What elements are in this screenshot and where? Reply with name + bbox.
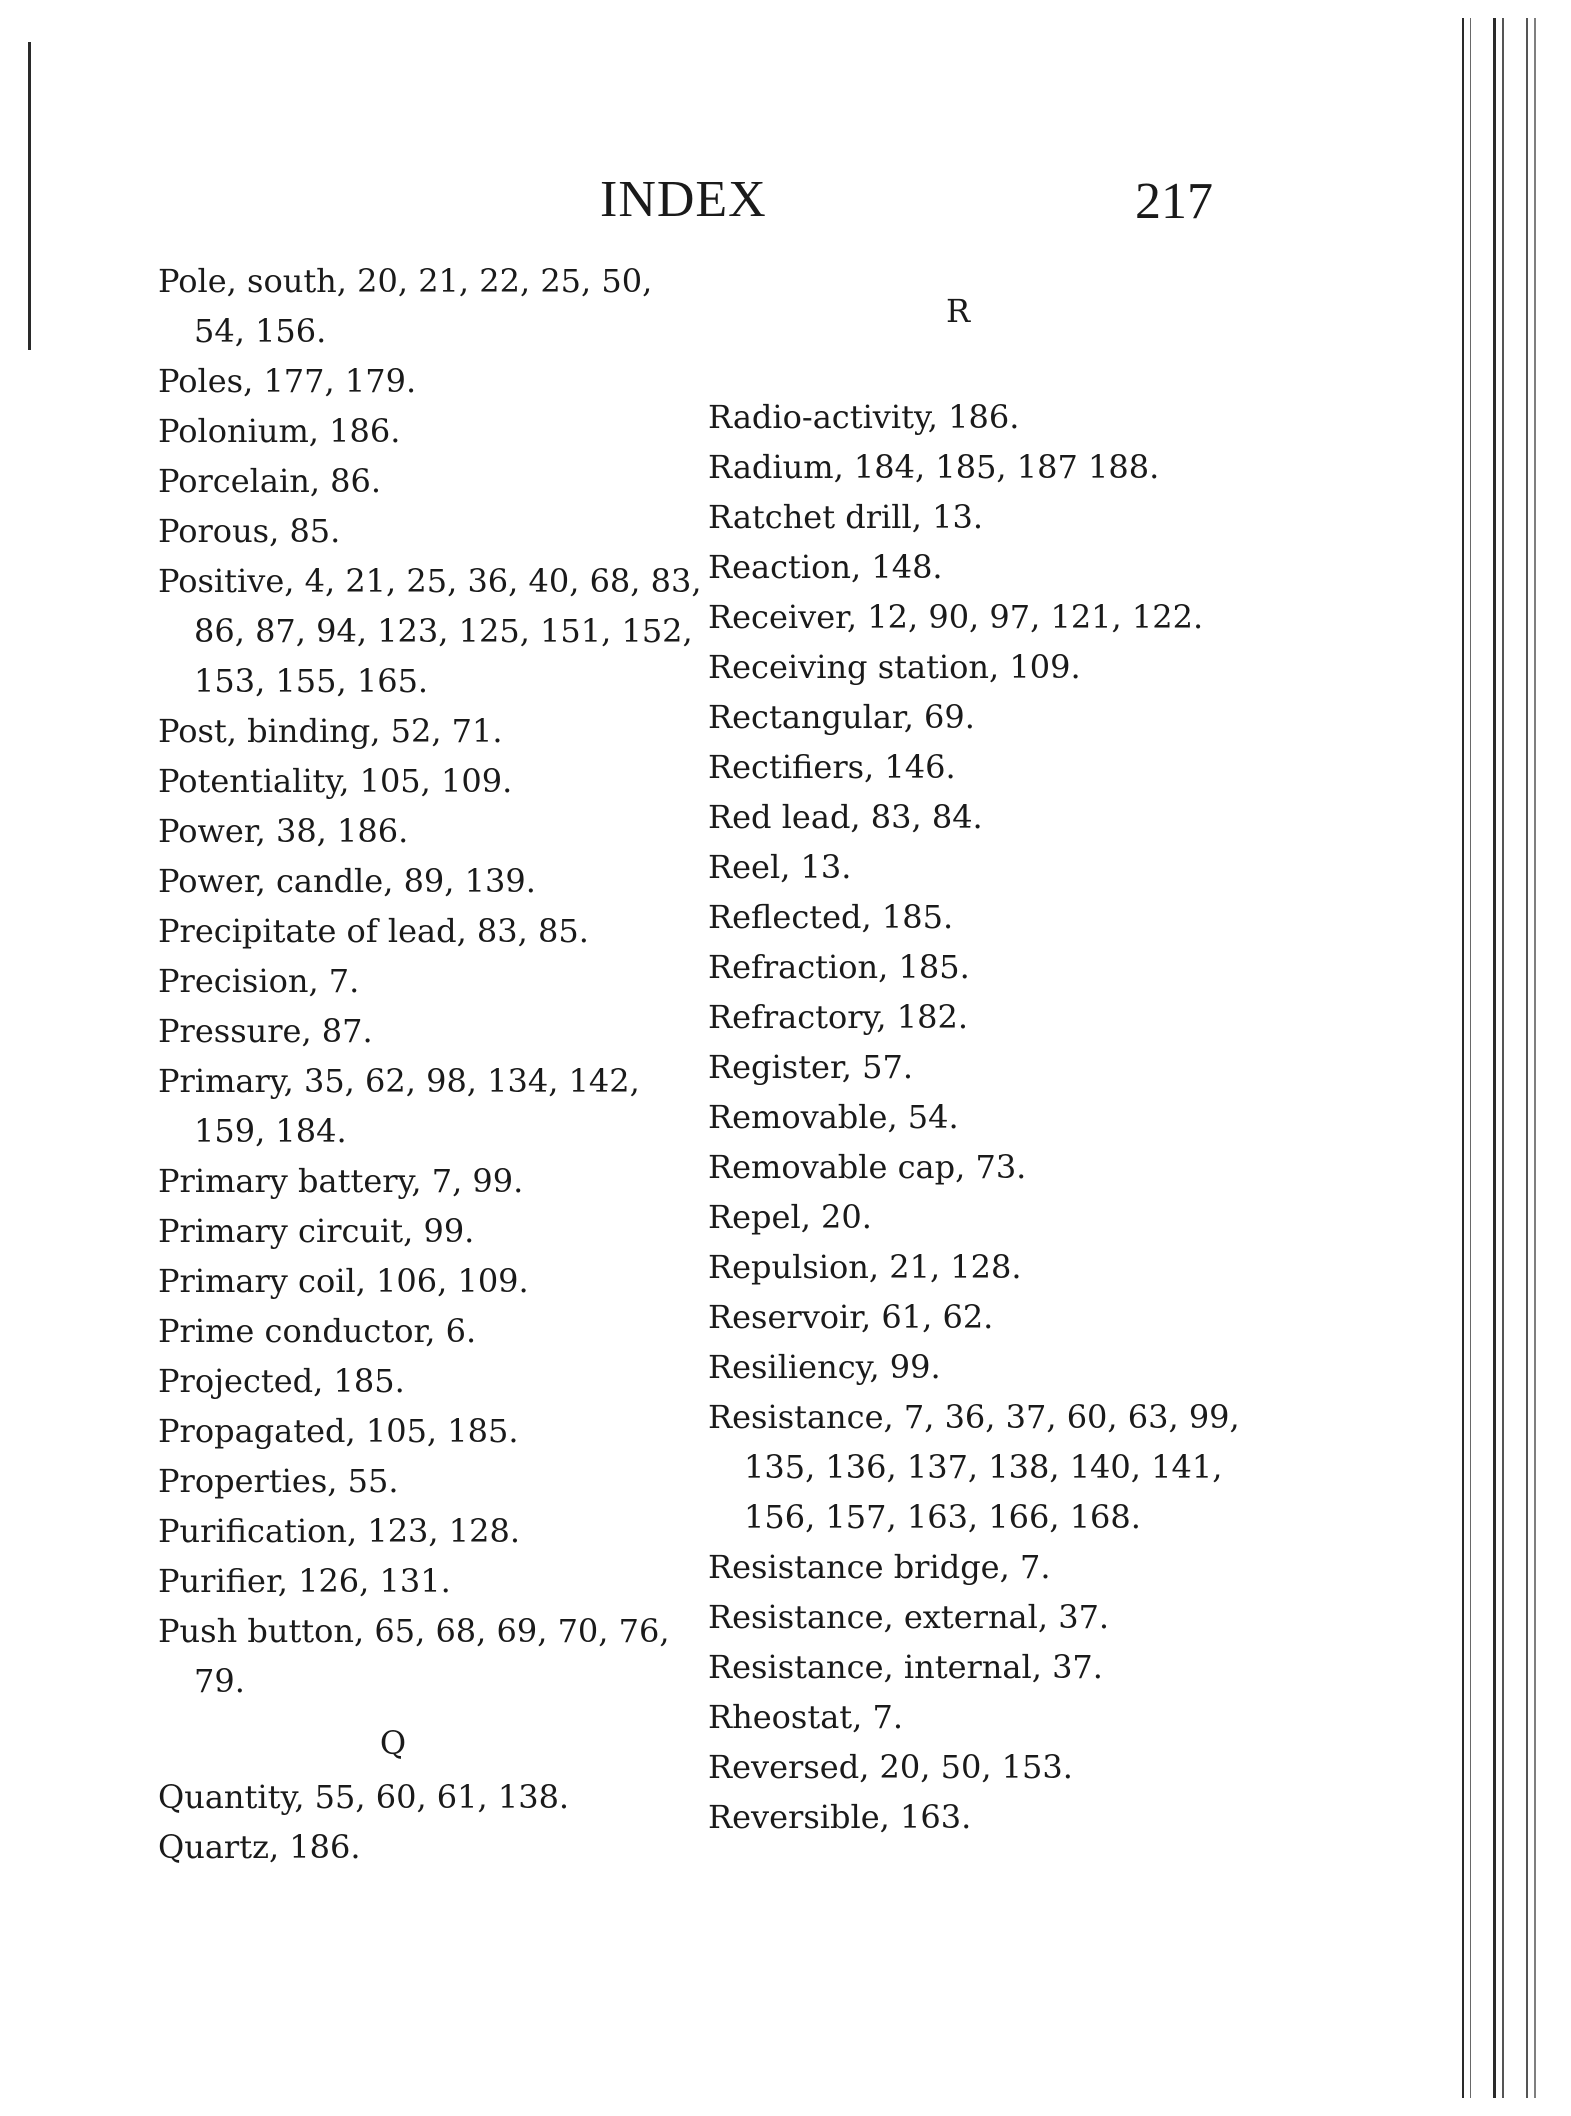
- index-entry: Reaction, 148.: [708, 548, 943, 586]
- index-entry: Prime conductor, 6.: [158, 1312, 477, 1350]
- index-entry: Radio-activity, 186.: [708, 398, 1020, 436]
- index-column-left: [158, 256, 702, 1872]
- index-entry: Rheostat, 7.: [708, 1698, 903, 1736]
- index-entry-continuation: 135, 136, 137, 138, 140, 141,: [744, 1448, 1223, 1486]
- index-entry: Removable cap, 73.: [708, 1148, 1027, 1186]
- index-entry: Refractory, 182.: [708, 998, 969, 1036]
- index-entry-continuation: 86, 87, 94, 123, 125, 151, 152,: [194, 612, 693, 650]
- right-edge-line: [1534, 18, 1536, 2098]
- index-entry: Precipitate of lead, 83, 85.: [158, 912, 589, 950]
- index-entry: Receiver, 12, 90, 97, 121, 122.: [708, 598, 1204, 636]
- index-entry: Power, 38, 186.: [158, 812, 409, 850]
- index-entry: Reversed, 20, 50, 153.: [708, 1748, 1073, 1786]
- index-entry: Repel, 20.: [708, 1198, 872, 1236]
- index-entry-continuation: 54, 156.: [194, 312, 327, 350]
- index-entry: Primary coil, 106, 109.: [158, 1262, 529, 1300]
- index-entry-continuation: 156, 157, 163, 166, 168.: [744, 1498, 1141, 1536]
- right-edge-line: [1462, 18, 1464, 2098]
- index-entry: Resistance, internal, 37.: [708, 1648, 1103, 1686]
- index-entry: Radium, 184, 185, 187 188.: [708, 448, 1160, 486]
- index-section-letter: Q: [379, 1724, 407, 1762]
- index-entry: Power, candle, 89, 139.: [158, 862, 536, 900]
- index-entry: Propagated, 105, 185.: [158, 1412, 519, 1450]
- index-entry: Refraction, 185.: [708, 948, 970, 986]
- index-entry: Ratchet drill, 13.: [708, 498, 983, 536]
- index-entry: Reversible, 163.: [708, 1798, 972, 1836]
- right-edge-line: [1493, 18, 1496, 2098]
- right-edge-line: [1502, 18, 1504, 2098]
- index-entry: Poles, 177, 179.: [158, 362, 417, 400]
- index-entry: Potentiality, 105, 109.: [158, 762, 513, 800]
- index-entry: Quantity, 55, 60, 61, 138.: [158, 1778, 570, 1816]
- index-entry: Precision, 7.: [158, 962, 360, 1000]
- index-entry: Positive, 4, 21, 25, 36, 40, 68, 83,: [158, 562, 702, 600]
- index-entry: Removable, 54.: [708, 1098, 959, 1136]
- index-entry: Porous, 85.: [158, 512, 341, 550]
- index-entry: Projected, 185.: [158, 1362, 405, 1400]
- index-entry: Reservoir, 61, 62.: [708, 1298, 994, 1336]
- index-entry: Red lead, 83, 84.: [708, 798, 983, 836]
- right-edge-line: [1470, 18, 1471, 2098]
- index-entry: Resistance, external, 37.: [708, 1598, 1110, 1636]
- index-entry: Properties, 55.: [158, 1462, 399, 1500]
- index-entry-continuation: 159, 184.: [194, 1112, 347, 1150]
- index-entry: Reel, 13.: [708, 848, 852, 886]
- page-number: 217: [1135, 173, 1213, 230]
- left-margin-line: [28, 42, 31, 350]
- page-title: INDEX: [600, 171, 767, 228]
- index-entry: Push button, 65, 68, 69, 70, 76,: [158, 1612, 670, 1650]
- index-entry: Resistance bridge, 7.: [708, 1548, 1051, 1586]
- index-entry: Quartz, 186.: [158, 1828, 361, 1866]
- index-entry: Repulsion, 21, 128.: [708, 1248, 1022, 1286]
- index-entry: Polonium, 186.: [158, 412, 401, 450]
- index-entry: Purification, 123, 128.: [158, 1512, 520, 1550]
- index-entry: Purifier, 126, 131.: [158, 1562, 451, 1600]
- index-entry: Primary battery, 7, 99.: [158, 1162, 524, 1200]
- index-column-right: [708, 286, 1240, 1842]
- index-entry: Pressure, 87.: [158, 1012, 373, 1050]
- index-entry-continuation: 79.: [194, 1662, 245, 1700]
- index-entry: Post, binding, 52, 71.: [158, 712, 503, 750]
- index-entry: Pole, south, 20, 21, 22, 25, 50,: [158, 262, 653, 300]
- index-entry: Receiving station, 109.: [708, 648, 1081, 686]
- index-entry: Primary circuit, 99.: [158, 1212, 475, 1250]
- index-entry: Reflected, 185.: [708, 898, 954, 936]
- index-entry: Primary, 35, 62, 98, 134, 142,: [158, 1062, 640, 1100]
- index-entry: Rectangular, 69.: [708, 698, 975, 736]
- index-entry: Resistance, 7, 36, 37, 60, 63, 99,: [708, 1398, 1240, 1436]
- index-section-letter: R: [945, 292, 971, 330]
- index-entry-continuation: 153, 155, 165.: [194, 662, 429, 700]
- index-entry: Porcelain, 86.: [158, 462, 382, 500]
- index-entry: Rectifiers, 146.: [708, 748, 956, 786]
- right-edge-line: [1526, 18, 1528, 2098]
- index-entry: Register, 57.: [708, 1048, 913, 1086]
- index-entry: Resiliency, 99.: [708, 1348, 941, 1386]
